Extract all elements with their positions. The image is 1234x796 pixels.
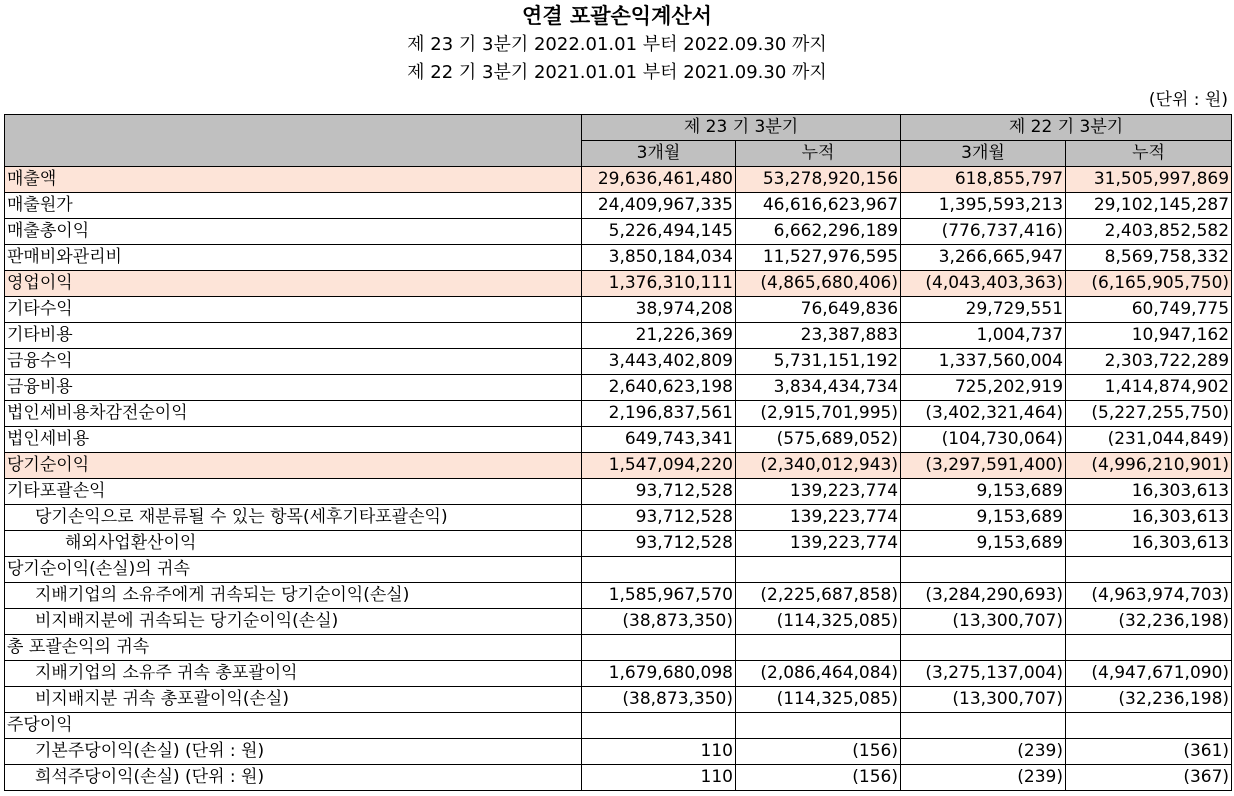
table-row [5,245,1232,271]
table-row [5,167,1232,193]
table-row [5,297,1232,323]
row-label: 금융수익 [5,349,582,375]
value-cell: (32,236,198) [1066,687,1232,713]
sub-header-current-cum: 누적 [736,141,901,167]
row-label: 매출총이익 [5,219,582,245]
value-cell: 139,223,774 [736,531,901,557]
value-cell: 649,743,341 [582,427,736,453]
table-row [5,193,1232,219]
value-cell: 23,387,883 [736,323,901,349]
table-row [5,713,1232,739]
row-label: 판매비와관리비 [5,245,582,271]
value-cell [1066,713,1232,739]
value-cell: 29,729,551 [901,297,1066,323]
table-row [5,687,1232,713]
value-cell: (104,730,064) [901,427,1066,453]
row-label: 당기손익으로 재분류될 수 있는 항목(세후기타포괄손익) [5,505,582,531]
period-prior: 제 22 기 3분기 2021.01.01 부터 2021.09.30 까지 [407,62,827,83]
value-cell: 139,223,774 [736,505,901,531]
value-cell: 110 [582,739,736,765]
value-cell: 93,712,528 [582,479,736,505]
row-label: 주당이익 [5,713,582,739]
value-cell: 16,303,613 [1066,505,1232,531]
value-cell: (4,996,210,901) [1066,453,1232,479]
value-cell: 93,712,528 [582,505,736,531]
value-cell: 1,376,310,111 [582,271,736,297]
value-cell [582,713,736,739]
value-cell: 2,196,837,561 [582,401,736,427]
table-row [5,739,1232,765]
sub-header-current-3m: 3개월 [582,141,736,167]
table-row [5,765,1232,791]
table-row [5,401,1232,427]
value-cell: 110 [582,765,736,791]
value-cell: (13,300,707) [901,609,1066,635]
table-row [5,349,1232,375]
value-cell: (231,044,849) [1066,427,1232,453]
value-cell: (3,402,321,464) [901,401,1066,427]
group-header-prior: 제 22 기 3분기 [901,115,1232,141]
table-row [5,557,1232,583]
value-cell: (156) [736,765,901,791]
value-cell: (2,225,687,858) [736,583,901,609]
value-cell: 139,223,774 [736,479,901,505]
value-cell: 24,409,967,335 [582,193,736,219]
statement-title: 연결 포괄손익계산서 [522,4,712,28]
table-row [5,505,1232,531]
unit-label: (단위 : 원) [1148,90,1228,110]
value-cell: 1,547,094,220 [582,453,736,479]
value-cell: 1,414,874,902 [1066,375,1232,401]
value-cell: (4,947,671,090) [1066,661,1232,687]
row-label: 비지배지분 귀속 총포괄이익(손실) [5,687,582,713]
value-cell [582,635,736,661]
value-cell: (156) [736,739,901,765]
row-label: 매출원가 [5,193,582,219]
value-cell: 2,303,722,289 [1066,349,1232,375]
value-cell [1066,635,1232,661]
value-cell: 8,569,758,332 [1066,245,1232,271]
value-cell [901,713,1066,739]
value-cell: 6,662,296,189 [736,219,901,245]
row-label: 당기순이익 [5,453,582,479]
table-row [5,661,1232,687]
value-cell: (38,873,350) [582,609,736,635]
value-cell: (114,325,085) [736,609,901,635]
value-cell: (3,297,591,400) [901,453,1066,479]
row-label: 매출액 [5,167,582,193]
row-label: 영업이익 [5,271,582,297]
value-cell: (776,737,416) [901,219,1066,245]
value-cell: 3,443,402,809 [582,349,736,375]
value-cell: 53,278,920,156 [736,167,901,193]
value-cell: (239) [901,739,1066,765]
value-cell: 29,102,145,287 [1066,193,1232,219]
value-cell: (361) [1066,739,1232,765]
value-cell: (4,865,680,406) [736,271,901,297]
row-label: 지배기업의 소유주 귀속 총포괄이익 [5,661,582,687]
value-cell: 9,153,689 [901,531,1066,557]
value-cell: 46,616,623,967 [736,193,901,219]
row-label: 법인세비용차감전순이익 [5,401,582,427]
row-label: 법인세비용 [5,427,582,453]
value-cell: (2,340,012,943) [736,453,901,479]
table-row [5,323,1232,349]
value-cell: (2,915,701,995) [736,401,901,427]
value-cell: 16,303,613 [1066,479,1232,505]
value-cell: 618,855,797 [901,167,1066,193]
value-cell: (5,227,255,750) [1066,401,1232,427]
account-header-cell [5,115,582,167]
table-row [5,609,1232,635]
value-cell [1066,557,1232,583]
value-cell [582,557,736,583]
value-cell [736,713,901,739]
value-cell: 3,266,665,947 [901,245,1066,271]
value-cell: 2,640,623,198 [582,375,736,401]
row-label: 해외사업환산이익 [5,531,582,557]
value-cell [901,557,1066,583]
period-current: 제 23 기 3분기 2022.01.01 부터 2022.09.30 까지 [407,34,827,55]
value-cell [736,635,901,661]
value-cell: 16,303,613 [1066,531,1232,557]
statement-body [5,167,1232,791]
group-header-current: 제 23 기 3분기 [582,115,901,141]
row-label: 희석주당이익(손실) (단위 : 원) [5,765,582,791]
value-cell: (32,236,198) [1066,609,1232,635]
value-cell: (6,165,905,750) [1066,271,1232,297]
value-cell [736,557,901,583]
row-label: 기본주당이익(손실) (단위 : 원) [5,739,582,765]
table-row [5,271,1232,297]
table-row [5,375,1232,401]
value-cell: 3,834,434,734 [736,375,901,401]
sub-header-prior-cum: 누적 [1066,141,1232,167]
value-cell: 725,202,919 [901,375,1066,401]
sub-header-prior-3m: 3개월 [901,141,1066,167]
value-cell: 21,226,369 [582,323,736,349]
value-cell: (2,086,464,084) [736,661,901,687]
row-label: 당기순이익(손실)의 귀속 [5,557,582,583]
header-row-group [5,115,1232,141]
value-cell: 3,850,184,034 [582,245,736,271]
value-cell: 9,153,689 [901,505,1066,531]
value-cell: (13,300,707) [901,687,1066,713]
value-cell: 93,712,528 [582,531,736,557]
value-cell: 11,527,976,595 [736,245,901,271]
value-cell [901,635,1066,661]
value-cell: (4,963,974,703) [1066,583,1232,609]
value-cell: 76,649,836 [736,297,901,323]
table-row [5,635,1232,661]
value-cell: 1,004,737 [901,323,1066,349]
value-cell: (3,275,137,004) [901,661,1066,687]
value-cell: 38,974,208 [582,297,736,323]
row-label: 지배기업의 소유주에게 귀속되는 당기순이익(손실) [5,583,582,609]
value-cell: 60,749,775 [1066,297,1232,323]
value-cell: (575,689,052) [736,427,901,453]
row-label: 기타수익 [5,297,582,323]
table-row [5,583,1232,609]
value-cell: 1,395,593,213 [901,193,1066,219]
value-cell: 1,679,680,098 [582,661,736,687]
value-cell: 9,153,689 [901,479,1066,505]
row-label: 기타포괄손익 [5,479,582,505]
income-statement-table [4,114,1232,791]
value-cell: 2,403,852,582 [1066,219,1232,245]
table-row [5,531,1232,557]
value-cell: 5,226,494,145 [582,219,736,245]
table-row [5,479,1232,505]
value-cell: (114,325,085) [736,687,901,713]
table-row [5,219,1232,245]
table-row [5,453,1232,479]
row-label: 기타비용 [5,323,582,349]
value-cell: 1,585,967,570 [582,583,736,609]
value-cell: 5,731,151,192 [736,349,901,375]
row-label: 총 포괄손익의 귀속 [5,635,582,661]
row-label: 비지배지분에 귀속되는 당기순이익(손실) [5,609,582,635]
value-cell: 1,337,560,004 [901,349,1066,375]
value-cell: (38,873,350) [582,687,736,713]
value-cell: (4,043,403,363) [901,271,1066,297]
value-cell: (367) [1066,765,1232,791]
table-row [5,427,1232,453]
row-label: 금융비용 [5,375,582,401]
value-cell: (3,284,290,693) [901,583,1066,609]
value-cell: 10,947,162 [1066,323,1232,349]
value-cell: 29,636,461,480 [582,167,736,193]
value-cell: 31,505,997,869 [1066,167,1232,193]
value-cell: (239) [901,765,1066,791]
